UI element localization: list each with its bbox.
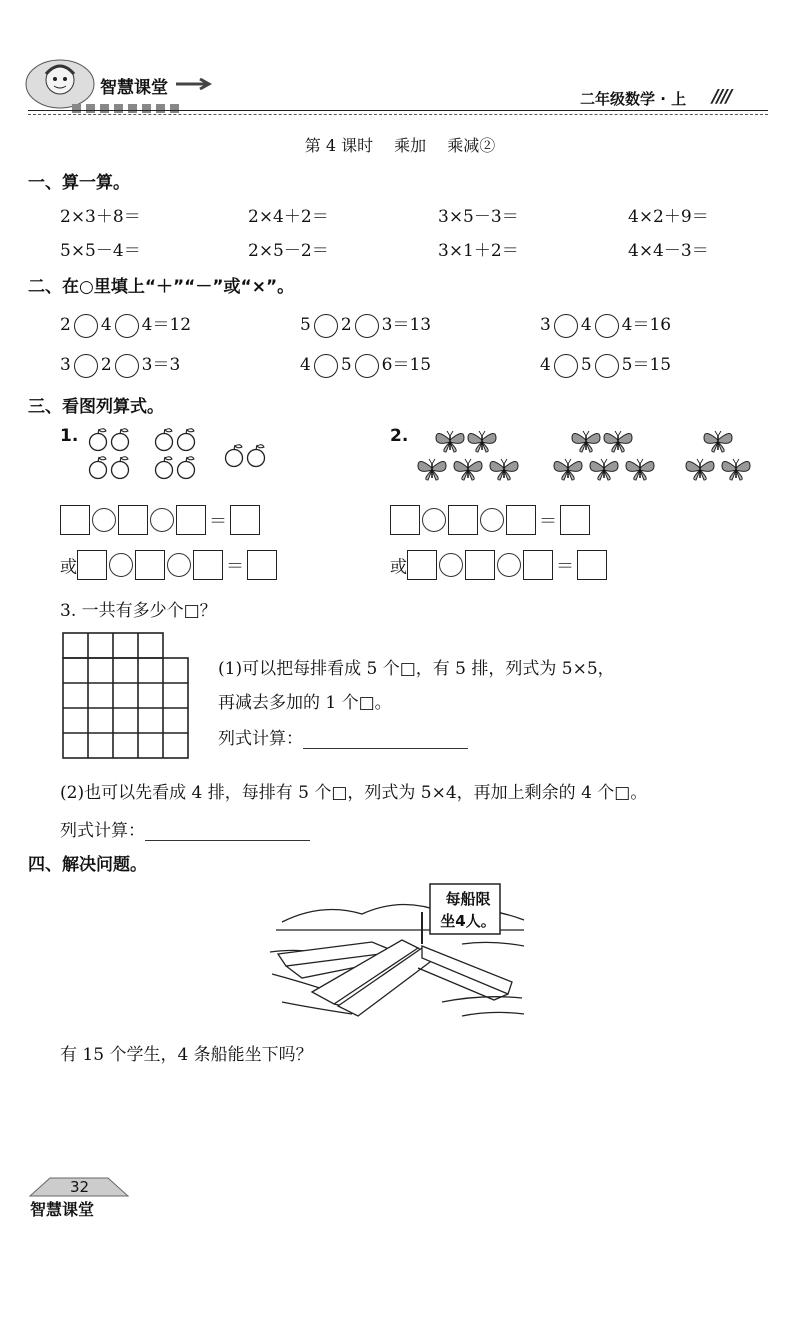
calc-item: 4×4－3＝ [628,241,709,261]
section-3-heading: 三、看图列算式。 [28,397,164,417]
answer-box[interactable] [506,505,536,535]
operator-blank[interactable] [355,314,379,338]
equation-row: ＝ [60,505,260,535]
operator-blank[interactable] [439,553,463,577]
calc-item: 2×5－2＝ [248,241,329,261]
footer-brand: 智慧课堂 [30,1200,95,1219]
calc-item: 3×1＋2＝ [438,241,519,261]
operator-blank[interactable] [115,314,139,338]
header-rule [28,110,768,111]
fill-item: 2 4 4＝12 [60,310,191,338]
answer-box[interactable] [577,550,607,580]
operator-blank[interactable] [74,354,98,378]
page-number: 32 [70,1178,90,1196]
calc-item: 2×3＋8＝ [60,207,141,227]
section-4-heading: 四、解决问题。 [28,855,147,875]
fill-item: 4 5 6＝15 [300,350,431,378]
answer-box[interactable] [77,550,107,580]
equation-row: 或 ＝ [60,550,277,580]
section-1-heading: 一、算一算。 [28,173,130,193]
header-slashes: //// [712,86,731,107]
q3-calc-1: 列式计算： [218,724,468,749]
answer-line[interactable] [303,730,468,749]
answer-box[interactable] [465,550,495,580]
apples-illustration [86,424,276,488]
butterflies-illustration [410,424,760,490]
answer-line[interactable] [145,822,310,841]
q3-part1-line1: (1)可以把每排看成 5 个□，有 5 排，列式为 5×5， [218,659,615,679]
fill-item: 3 2 3＝3 [60,350,180,378]
fill-item: 3 4 4＝16 [540,310,671,338]
operator-blank[interactable] [595,314,619,338]
boat-sign: 每船限 坐4人。 [440,890,496,930]
answer-box[interactable] [523,550,553,580]
operator-blank[interactable] [554,354,578,378]
calc-item: 4×2＋9＝ [628,207,709,227]
calc-item: 2×4＋2＝ [248,207,329,227]
answer-box[interactable] [247,550,277,580]
question-2-number: 2. [390,426,409,446]
operator-blank[interactable] [595,354,619,378]
answer-box[interactable] [60,505,90,535]
answer-box[interactable] [135,550,165,580]
section-2-heading: 二、在○里填上“＋”“－”或“×”。 [28,277,295,297]
operator-blank[interactable] [355,354,379,378]
answer-box[interactable] [118,505,148,535]
operator-blank[interactable] [314,354,338,378]
answer-box[interactable] [448,505,478,535]
question-3-title: 3. 一共有多少个□？ [60,601,217,621]
equation-row: ＝ [390,505,590,535]
header-brand: 智慧课堂 [100,78,168,98]
header-grade: 二年级数学 · 上 [580,90,687,108]
operator-blank[interactable] [554,314,578,338]
fill-item: 5 2 3＝13 [300,310,431,338]
operator-blank[interactable] [167,553,191,577]
problem-question: 有 15 个学生，4 条船能坐下吗？ [60,1045,313,1065]
operator-blank[interactable] [109,553,133,577]
answer-box[interactable] [407,550,437,580]
answer-box[interactable] [230,505,260,535]
operator-blank[interactable] [92,508,116,532]
answer-box[interactable] [560,505,590,535]
operator-blank[interactable] [150,508,174,532]
operator-blank[interactable] [74,314,98,338]
operator-blank[interactable] [314,314,338,338]
operator-blank[interactable] [115,354,139,378]
operator-blank[interactable] [497,553,521,577]
answer-box[interactable] [390,505,420,535]
answer-box[interactable] [193,550,223,580]
lesson-title: 第 4 课时 乘加 乘减② [304,136,496,155]
fill-item: 4 5 5＝15 [540,350,671,378]
operator-blank[interactable] [422,508,446,532]
equation-row: 或 ＝ [390,550,607,580]
header-rule-dashed [28,114,768,115]
calc-item: 5×5－4＝ [60,241,141,261]
arrow-icon [176,78,212,90]
q3-part1-line2: 再减去多加的 1 个□。 [218,693,392,713]
square-grid-figure [62,632,194,762]
question-1-number: 1. [60,426,79,446]
calc-item: 3×5－3＝ [438,207,519,227]
q3-calc-2: 列式计算： [60,816,310,841]
operator-blank[interactable] [480,508,504,532]
q3-part2: (2)也可以先看成 4 排，每排有 5 个□，列式为 5×4，再加上剩余的 4 个□。 [60,783,648,803]
answer-box[interactable] [176,505,206,535]
